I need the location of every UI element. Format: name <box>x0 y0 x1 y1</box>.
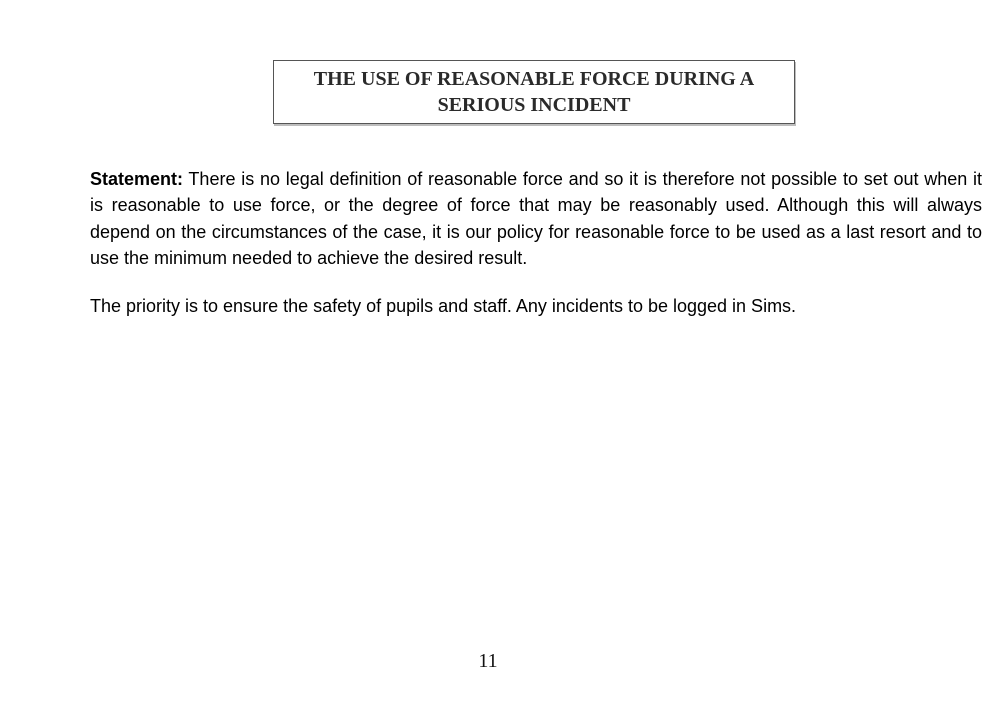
statement-label: Statement: <box>90 169 184 189</box>
statement-text: There is no legal definition of reasonable force and so it is therefore not possible to set out when it is reasonable to use force, or the degree of force that may be reasonably used. Although this will always depend on the circumstances of the case, it is our policy for reasonable force to be used as a last resort and to use the minimum needed to achieve the desired result. <box>90 169 982 268</box>
document-title-line-2: SERIOUS INCIDENT <box>437 94 631 116</box>
statement-paragraph <box>90 166 982 271</box>
document-title-line-1: THE USE OF REASONABLE FORCE DURING A <box>313 68 755 90</box>
priority-paragraph: The priority is to ensure the safety of pupils and staff. Any incidents to be logged in Sims. <box>90 296 797 317</box>
document-body <box>90 166 982 319</box>
document-title-box <box>273 60 795 124</box>
page-number: 11 <box>478 650 498 672</box>
